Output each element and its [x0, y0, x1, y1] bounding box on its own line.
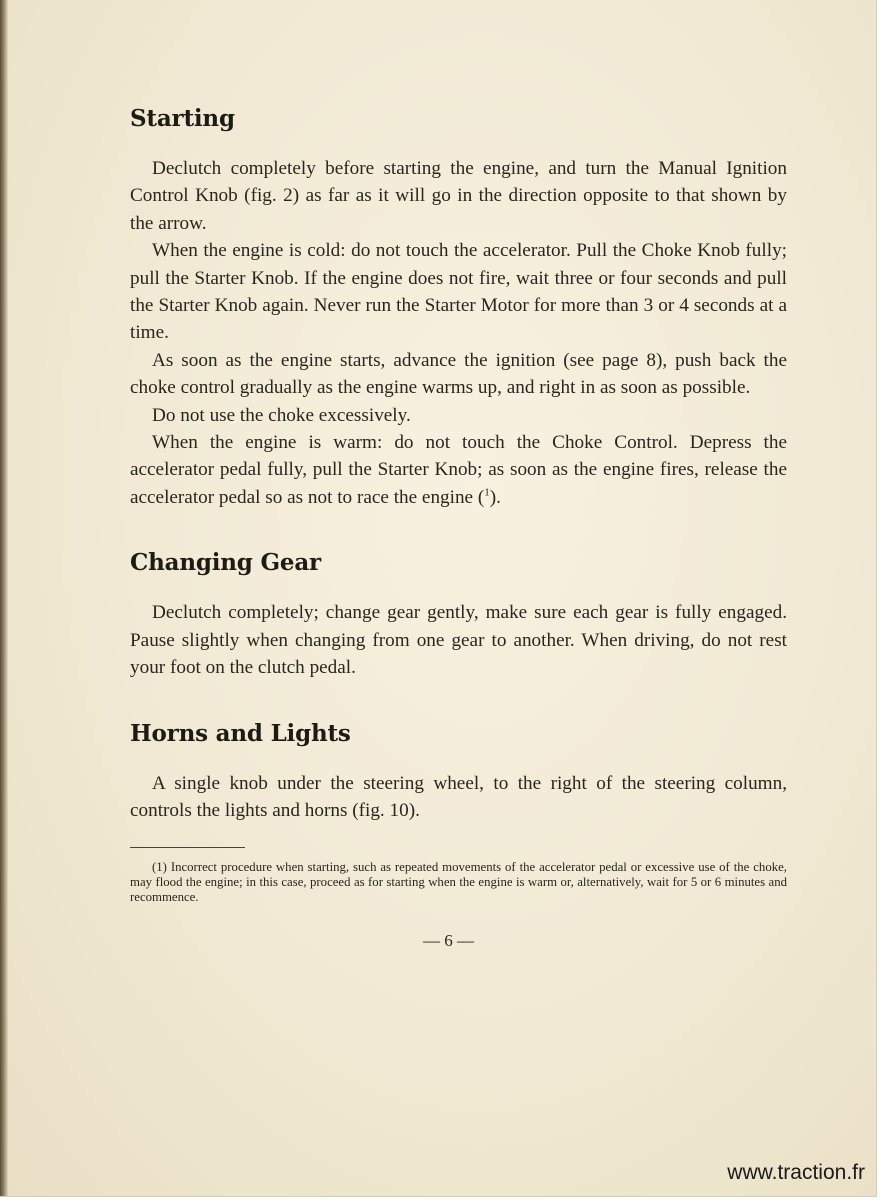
- starting-paragraph-3: As soon as the engine starts, advance the ignition (see page 8), push back the choke control gradually as the engine warms up, and right in as soon as possible.: [130, 349, 787, 399]
- footnote-divider: [130, 847, 245, 848]
- footnote: (1) Incorrect procedure when starting, such as repeated movements of the accelerator pedal or excessive use of the choke, may flood the engine; in this case, proceed as for starting when the engine is warm or, alternatively, wait for 5 or 6 minutes and recommence.: [130, 860, 787, 905]
- page-number: — 6 —: [423, 931, 474, 951]
- heading-starting: Starting: [130, 105, 235, 132]
- changing-gear-paragraph: Declutch completely; change gear gently, make sure each gear is fully engaged. Pause slightly when changing from one gear to another. When driving, do not rest your foot on the clutch pedal.: [130, 602, 787, 679]
- starting-paragraph-4: Do not use the choke excessively.: [152, 404, 411, 426]
- heading-horns-and-lights: Horns and Lights: [130, 719, 351, 747]
- starting-paragraph-2: When the engine is cold: do not touch the accelerator. Pull the Choke Knob fully; pull the Starter Knob. If the engine does not fire, wait three or four seconds and pull the Starter Knob again. Never run the Starter Motor for more than 3 or 4 seconds at a time.: [130, 240, 787, 344]
- heading-changing-gear: Changing Gear: [130, 549, 321, 577]
- starting-paragraph-5-text: When the engine is warm: do not touch the Choke Control. Depress the accelerator pedal fully, pull the Starter Knob; as soon as the engine fires, release the accelerator pedal so as not to race the engine (: [130, 432, 787, 508]
- horns-lights-paragraph: A single knob under the steering wheel, to the right of the steering column, controls the lights and horns (fig. 10).: [130, 772, 787, 821]
- starting-paragraph-1: Declutch completely before starting the engine, and turn the Manual Ignition Control Knob (fig. 2) as far as it will go in the direction opposite to that shown by the arrow.: [130, 158, 787, 234]
- starting-paragraph-5-end: ).: [489, 486, 501, 508]
- watermark: www.traction.fr: [727, 1161, 865, 1184]
- starting-paragraph-5: [130, 429, 787, 511]
- page-content: [130, 105, 787, 951]
- binding-edge: [0, 0, 8, 1196]
- footnote-reference: 1: [484, 486, 490, 499]
